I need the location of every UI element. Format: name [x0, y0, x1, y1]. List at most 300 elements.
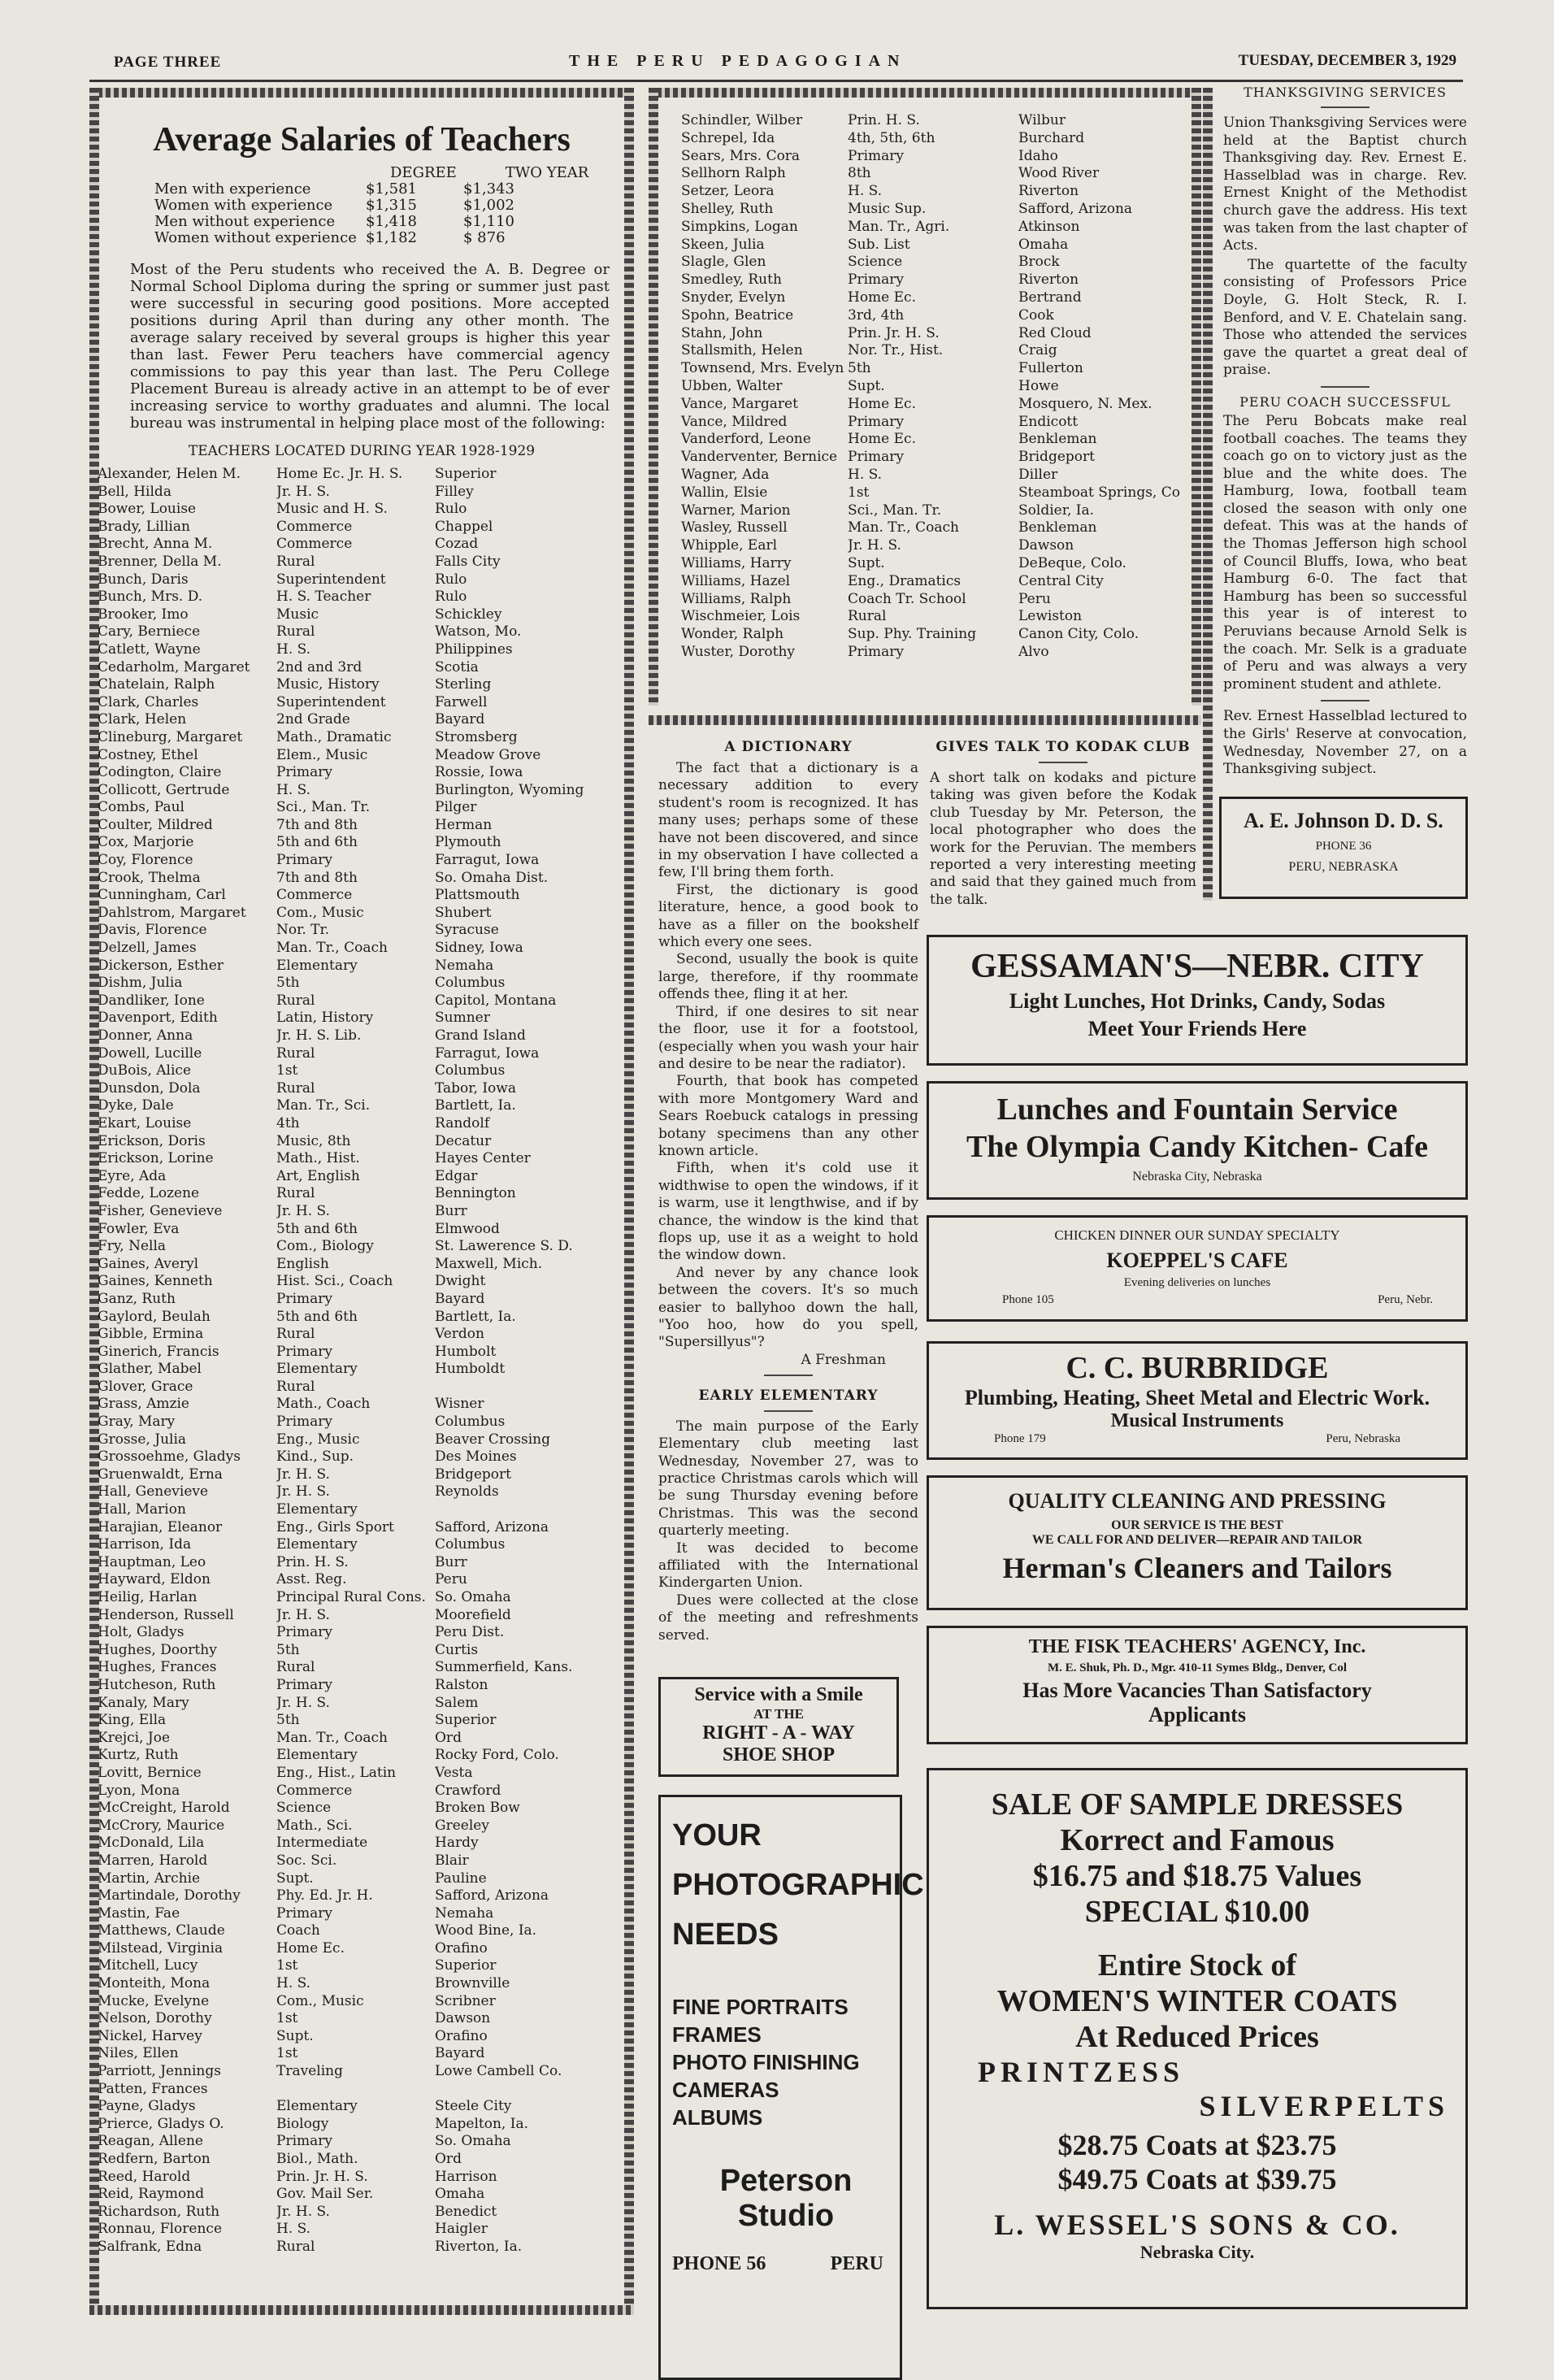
table-row — [675, 219, 1195, 237]
teacher-name: Vanderventer, Bernice — [681, 449, 838, 466]
teacher-city: Capitol, Montana — [435, 992, 557, 1009]
teacher-city: Greeley — [435, 1817, 489, 1834]
table-row — [98, 2133, 626, 2151]
teacher-position: Prin. Jr. H. S. — [276, 2168, 368, 2185]
table-row — [98, 676, 626, 694]
fisk-agency-ad: THE FISK TEACHERS' AGENCY, Inc. M. E. Shuk, Ph. D., Mgr. 410-11 Symes Bldg., Denver, Col Has More Vacancies Than Satisfactory Applicants — [927, 1626, 1468, 1744]
teacher-position: Jr. H. S. — [276, 2203, 330, 2220]
peterson-studio-ad: YOUR PHOTOGRAPHIC NEEDS FINE PORTRAITS FRAMES PHOTO FINISHING CAMERAS ALBUMS Peterson Studio PHONE 56 PERU — [658, 1795, 902, 2380]
teacher-city: Riverton — [1018, 183, 1079, 200]
teacher-city: Bridgeport — [1018, 449, 1095, 466]
table-row — [675, 271, 1195, 289]
teacher-position: Rural — [276, 1378, 315, 1395]
table-row — [98, 1852, 626, 1870]
teacher-city: Dawson — [435, 2010, 491, 2027]
teacher-name: Hughes, Doorthy — [98, 1641, 217, 1658]
teacher-name: Clineburg, Margaret — [98, 728, 243, 745]
table-row — [675, 449, 1195, 467]
table-row — [675, 484, 1195, 502]
teacher-name: Alexander, Helen M. — [98, 466, 241, 482]
teacher-name: Ginerich, Francis — [98, 1343, 219, 1360]
teacher-city: Burchard — [1018, 129, 1085, 146]
teacher-city: Curtis — [435, 1641, 479, 1658]
teacher-name: Snyder, Evelyn — [681, 289, 786, 306]
teacher-city: Sumner — [435, 1010, 490, 1027]
table-row — [98, 1238, 626, 1256]
table-row — [675, 289, 1195, 307]
teachers-list-middle — [675, 112, 1195, 662]
table-row — [98, 905, 626, 923]
teacher-city: Bayard — [435, 1290, 485, 1307]
teacher-position: Commerce — [276, 887, 353, 904]
teacher-position: Home Ec. Jr. H. S. — [276, 466, 403, 482]
teacher-name: Fedde, Lozene — [98, 1185, 200, 1202]
teacher-city: Mapelton, Ia. — [435, 2115, 528, 2132]
teacher-city — [435, 2081, 622, 2099]
table-row — [98, 1010, 626, 1027]
teacher-position: Primary — [276, 2133, 332, 2150]
teacher-name: Simpkins, Logan — [681, 218, 798, 235]
teacher-city: So. Omaha — [435, 1589, 511, 1605]
table-row — [98, 1379, 626, 1396]
teacher-city: Safford, Arizona — [435, 1887, 549, 1904]
teacher-city: Syracuse — [435, 922, 499, 939]
table-row — [98, 1291, 626, 1309]
herman-cleaners-ad: QUALITY CLEANING AND PRESSING OUR SERVICE IS THE BEST WE CALL FOR AND DELIVER—REPAIR AND TAILOR Herman's Cleaners and Tailors — [927, 1475, 1468, 1610]
teacher-name: Richardson, Ruth — [98, 2203, 220, 2220]
teacher-position: Com., Biology — [276, 1238, 374, 1255]
teacher-city: Filley — [435, 483, 474, 500]
teacher-position: Man. Tr., Coach — [848, 519, 959, 536]
teacher-name: King, Ella — [98, 1712, 167, 1729]
teacher-position: Rural — [276, 623, 315, 641]
teacher-name: Harrison, Ida — [98, 1536, 192, 1553]
teacher-name: Gray, Mary — [98, 1414, 176, 1431]
thanksgiving-title: THANKSGIVING SERVICES — [1244, 85, 1447, 100]
table-row — [98, 1501, 626, 1519]
teacher-name: Glather, Mabel — [98, 1361, 202, 1378]
teacher-position: 2nd Grade — [276, 711, 350, 728]
teacher-name: Williams, Hazel — [681, 572, 791, 589]
table-row — [98, 2010, 626, 2028]
table-row — [98, 1536, 626, 1554]
teacher-city: Chappel — [435, 518, 493, 535]
teacher-name: Kurtz, Ruth — [98, 1747, 179, 1764]
table-row — [675, 644, 1195, 662]
table-row — [675, 183, 1195, 201]
teacher-position: Music, 8th — [276, 1132, 351, 1149]
page-label: PAGE THREE — [114, 54, 222, 71]
teacher-name: Grossoehme, Gladys — [98, 1448, 241, 1466]
table-row — [98, 1483, 626, 1501]
teacher-city: Summerfield, Kans. — [435, 1659, 573, 1676]
teacher-name: Wasley, Russell — [681, 519, 788, 536]
table-row — [98, 2098, 626, 2116]
teacher-name: Dunsdon, Dola — [98, 1079, 201, 1097]
teacher-name: Martindale, Dorothy — [98, 1887, 241, 1904]
salaries-title: Average Salaries of Teachers — [153, 121, 571, 159]
teacher-position: Jr. H. S. — [276, 1694, 330, 1711]
teacher-name: Bower, Louise — [98, 501, 197, 518]
teacher-name: Reagan, Allene — [98, 2133, 203, 2150]
teacher-position: Elementary — [276, 2098, 358, 2115]
teacher-position: 1st — [276, 1957, 298, 1974]
table-row — [98, 1062, 626, 1080]
teacher-name: Delzell, James — [98, 940, 197, 957]
teacher-city: Scribner — [435, 1992, 496, 2009]
teacher-city: Humboldt — [435, 1361, 506, 1378]
table-row — [98, 2204, 626, 2221]
teacher-position: Eng., Girls Sport — [276, 1518, 394, 1535]
teacher-name: Collicott, Gertrude — [98, 781, 230, 798]
teacher-city: Farwell — [435, 693, 488, 710]
table-row — [98, 1133, 626, 1151]
teacher-position: Music and H. S. — [276, 501, 388, 518]
burbridge-ad: C. C. BURBRIDGE Plumbing, Heating, Sheet Metal and Electric Work. Musical Instruments Phone 179 Peru, Nebraska — [927, 1341, 1468, 1460]
teacher-name: Williams, Harry — [681, 554, 792, 571]
teacher-name: Eyre, Ada — [98, 1167, 167, 1184]
table-row — [98, 1221, 626, 1239]
teacher-position: Latin, History — [276, 1010, 374, 1027]
table-row — [675, 555, 1195, 573]
teacher-city: Grand Island — [435, 1027, 526, 1044]
teacher-city: Meadow Grove — [435, 746, 541, 763]
teacher-name: Cary, Berniece — [98, 623, 201, 641]
teacher-city: Herman — [435, 816, 493, 833]
table-row — [98, 1273, 626, 1291]
teacher-name: Townsend, Mrs. Evelyn — [681, 360, 844, 377]
table-row — [98, 1870, 626, 1888]
coach-body: The Peru Bobcats make real football coaches. The teams they coach go on to victory just as the blue and the white does. The Hamburg, Iowa, football team closed the season with only one defeat. This was at the hands of the Thomas Jefferson high school of Council Bluffs, Iowa, who beat Hamburg 6-0. The fact that Hamburg has been so successful this year is of interest to Peruvians because Arnold Selk is the coach. Mr. Selk is a graduate of Peru and was always a very prominent student and athlete. — [1223, 412, 1467, 693]
table-row — [98, 747, 626, 765]
teacher-city: Burlington, Wyoming — [435, 781, 584, 798]
teacher-position: Jr. H. S. Lib. — [276, 1027, 362, 1044]
teacher-city: Soldier, Ia. — [1018, 502, 1095, 519]
wessel-ad: SALE OF SAMPLE DRESSES Korrect and Famous $16.75 and $18.75 Values SPECIAL $10.00 Entire Stock of WOMEN'S WINTER COATS At Reduced Prices PRINTZESS SILVERPELTS $28.75 Coats at $23.75 $49.75 Coats at $39.75 L. WESSEL'S SONS & CO. Nebraska City. — [927, 1768, 1468, 2309]
teacher-position: Commerce — [276, 518, 353, 535]
table-row — [675, 148, 1195, 166]
table-row — [98, 1765, 626, 1783]
teacher-position: Supt. — [848, 377, 885, 394]
teacher-position: 7th and 8th — [276, 869, 358, 886]
table-row — [98, 1695, 626, 1713]
teacher-name: Cunningham, Carl — [98, 887, 226, 904]
elementary-body — [658, 1418, 918, 1644]
table-row — [98, 729, 626, 747]
teacher-position: Math., Hist. — [276, 1150, 360, 1167]
table-row — [98, 1115, 626, 1133]
teacher-city: Bridgeport — [435, 1466, 511, 1483]
teacher-name: Davenport, Edith — [98, 1010, 218, 1027]
teacher-city: Omaha — [435, 2186, 485, 2203]
teacher-position: 1st — [848, 484, 870, 501]
teacher-name: Clark, Charles — [98, 693, 199, 710]
teacher-position: Home Ec. — [848, 289, 916, 306]
teacher-name: Whipple, Earl — [681, 537, 778, 554]
teacher-city: So. Omaha — [435, 2133, 511, 2150]
table-row — [98, 571, 626, 589]
teacher-name: Wallin, Elsie — [681, 484, 768, 501]
teacher-city: Superior — [435, 466, 497, 482]
teacher-position: Home Ec. — [848, 395, 916, 412]
teacher-position: Sup. Phy. Training — [848, 626, 977, 643]
teacher-city: Columbus — [435, 1536, 506, 1553]
teacher-city: Benkleman — [1018, 519, 1097, 536]
teacher-position: Elementary — [276, 1501, 358, 1518]
table-row — [98, 834, 626, 852]
table-row — [98, 711, 626, 729]
teacher-city: Endicott — [1018, 413, 1079, 430]
table-row — [98, 484, 626, 502]
coach-title: PERU COACH SUCCESSFUL — [1239, 393, 1451, 410]
teacher-name: Sellhorn Ralph — [681, 165, 786, 182]
teacher-position: Jr. H. S. — [276, 1202, 330, 1219]
teacher-name: Nickel, Harvey — [98, 2027, 202, 2044]
teacher-name: Gibble, Ermina — [98, 1326, 204, 1343]
table-row — [98, 1677, 626, 1695]
teacher-position: 7th and 8th — [276, 816, 358, 833]
table-row — [675, 360, 1195, 378]
teacher-name: Dowell, Lucille — [98, 1045, 202, 1062]
table-row — [675, 502, 1195, 520]
teacher-position: Jr. H. S. — [276, 1466, 330, 1483]
teacher-city: Bayard — [435, 2045, 485, 2062]
teacher-city: Moorefield — [435, 1606, 511, 1623]
teacher-name: Dickerson, Esther — [98, 957, 224, 974]
peterson-items — [672, 1993, 900, 2131]
teacher-position: Man. Tr., Agri. — [848, 218, 950, 235]
teacher-position: Primary — [276, 1290, 332, 1307]
teacher-city: Edgar — [435, 1167, 478, 1184]
teacher-name: Schrepel, Ida — [681, 129, 775, 146]
table-row — [98, 623, 626, 641]
teacher-city: Pauline — [435, 1870, 487, 1887]
table-row — [98, 2239, 626, 2256]
teacher-name: Ronnau, Florence — [98, 2221, 223, 2238]
teacher-position: 2nd and 3rd — [276, 658, 362, 675]
teacher-name: Brooker, Imo — [98, 606, 189, 623]
table-row — [98, 1712, 626, 1730]
teacher-city: Steele City — [435, 2098, 512, 2115]
teacher-city: Columbus — [435, 975, 506, 992]
table-row — [98, 2116, 626, 2134]
teacher-name: Wischmeier, Lois — [681, 608, 801, 625]
table-row — [98, 2028, 626, 2046]
teacher-position: 5th and 6th — [276, 834, 358, 851]
teacher-city — [435, 1379, 622, 1396]
teacher-city: Rocky Ford, Colo. — [435, 1747, 559, 1764]
teacher-name: Reed, Harold — [98, 2168, 191, 2185]
table-row — [675, 201, 1195, 219]
divider — [764, 1375, 813, 1376]
border-top-mid — [649, 88, 1201, 98]
teacher-position: Primary — [276, 1414, 332, 1431]
border-mid-divider — [649, 715, 1201, 725]
right-column — [1223, 81, 1467, 779]
teacher-position: Prin. H. S. — [276, 1553, 349, 1570]
salary-table — [98, 181, 626, 246]
teacher-city: Brownville — [435, 1975, 510, 1992]
peterson-item: CAMERAS — [672, 2078, 779, 2103]
table-row — [675, 573, 1195, 591]
table-row — [98, 1185, 626, 1203]
teacher-city: Craig — [1018, 342, 1057, 359]
table-row — [675, 130, 1195, 148]
teacher-name: Stahn, John — [681, 324, 763, 341]
teacher-city: Diller — [1018, 466, 1058, 483]
teacher-position: Superintendent — [276, 693, 386, 710]
teacher-position: 1st — [276, 1062, 298, 1079]
teacher-city: Idaho — [1018, 147, 1058, 164]
salary-row: Women without experience $1,182 $ 876 — [154, 229, 506, 246]
teacher-name: Erickson, Doris — [98, 1132, 206, 1149]
teacher-position: Supt. — [848, 554, 885, 571]
table-row — [98, 1203, 626, 1221]
teacher-name: Parriott, Jennings — [98, 2063, 221, 2080]
table-row — [98, 887, 626, 905]
salary-row: Men with experience $1,581 $1,343 — [154, 180, 514, 198]
table-row — [98, 2081, 626, 2099]
teacher-city: Columbus — [435, 1414, 506, 1431]
teacher-city: Columbus — [435, 1062, 506, 1079]
teacher-position: H. S. — [276, 1975, 311, 1992]
teacher-city: Farragut, Iowa — [435, 852, 540, 869]
table-row — [98, 1659, 626, 1677]
teacher-position: Sci., Man. Tr. — [848, 502, 942, 519]
table-row — [675, 626, 1195, 644]
teacher-name: Cedarholm, Margaret — [98, 658, 250, 675]
teacher-city: Falls City — [435, 553, 501, 570]
table-row — [98, 1554, 626, 1572]
table-row — [98, 1045, 626, 1063]
teacher-position: Elementary — [276, 1536, 358, 1553]
table-row — [98, 992, 626, 1010]
teacher-name: Harajian, Eleanor — [98, 1518, 223, 1535]
teacher-city: Cozad — [435, 536, 479, 553]
teacher-name: Salfrank, Edna — [98, 2238, 202, 2255]
teacher-name: Patten, Frances — [98, 2080, 208, 2097]
teachers-list-middle-box — [675, 112, 1195, 662]
teacher-name: Brenner, Della M. — [98, 553, 222, 570]
table-row — [675, 467, 1195, 484]
teacher-city: Alvo — [1018, 643, 1049, 660]
teacher-city: Benkleman — [1018, 431, 1097, 448]
teacher-name: Gaylord, Beulah — [98, 1308, 211, 1325]
teacher-city: Ralston — [435, 1676, 488, 1693]
table-row — [98, 1940, 626, 1958]
teacher-city: Dawson — [1018, 537, 1074, 554]
teacher-name: McDonald, Lila — [98, 1835, 205, 1852]
salary-row: Women with experience $1,315 $1,002 — [154, 197, 514, 214]
teacher-city: Riverton — [1018, 271, 1079, 289]
table-row — [98, 782, 626, 800]
teacher-position: 5th and 6th — [276, 1220, 358, 1237]
teacher-city: Bartlett, Ia. — [435, 1097, 516, 1114]
teacher-city: Dwight — [435, 1273, 486, 1290]
elementary-title: EARLY ELEMENTARY — [698, 1387, 879, 1404]
teacher-name: Stallsmith, Helen — [681, 342, 803, 359]
teacher-position: Rural — [276, 1326, 315, 1343]
teacher-city: St. Lawerence S. D. — [435, 1238, 573, 1255]
teacher-position: Home Ec. — [276, 1939, 345, 1957]
teacher-position: Biol., Math. — [276, 2151, 358, 2167]
table-row — [98, 554, 626, 571]
teacher-name: Matthews, Claude — [98, 1922, 225, 1939]
teacher-name: Holt, Gladys — [98, 1624, 184, 1641]
teacher-position: Rural — [276, 553, 315, 570]
teacher-position: Supt. — [276, 2027, 314, 2044]
teacher-name: Wonder, Ralph — [681, 626, 784, 643]
teacher-position: Primary — [276, 1676, 332, 1693]
teacher-city: Ord — [435, 2151, 462, 2167]
teacher-name: Lyon, Mona — [98, 1782, 180, 1799]
col-two-year: TWO YEAR — [505, 164, 589, 181]
teacher-city: Bertrand — [1018, 289, 1082, 306]
teacher-position: Superintendent — [276, 571, 386, 588]
teacher-name: Combs, Paul — [98, 799, 184, 816]
table-row — [98, 1800, 626, 1818]
teacher-city: Steamboat Springs, Co — [1018, 484, 1180, 501]
teacher-city: Omaha — [1018, 236, 1069, 253]
table-row — [98, 1344, 626, 1362]
teacher-position: Eng., Dramatics — [848, 572, 961, 589]
teacher-city: Plymouth — [435, 834, 501, 851]
teacher-position: 5th — [276, 1641, 300, 1658]
teacher-position: Primary — [848, 413, 904, 430]
teacher-city: Lowe Cambell Co. — [435, 2063, 562, 2080]
teacher-city: Haigler — [435, 2221, 488, 2238]
teacher-name: Martin, Archie — [98, 1870, 201, 1887]
teacher-position: Rural — [276, 1659, 315, 1676]
table-row — [98, 1589, 626, 1607]
teacher-name: Glover, Grace — [98, 1378, 193, 1395]
divider — [1321, 386, 1370, 388]
teacher-city: Central City — [1018, 572, 1104, 589]
teacher-name: Nelson, Dorothy — [98, 2010, 212, 2027]
table-row — [98, 1448, 626, 1466]
teacher-position: Phy. Ed. Jr. H. — [276, 1887, 373, 1904]
teacher-name: Costney, Ethel — [98, 746, 198, 763]
teacher-city: Fullerton — [1018, 360, 1083, 377]
teacher-city: Atkinson — [1018, 218, 1080, 235]
teacher-city: Sidney, Iowa — [435, 940, 523, 957]
teacher-city: Blair — [435, 1852, 469, 1869]
dictionary-column — [658, 736, 924, 2380]
divider — [764, 1410, 813, 1412]
teacher-position: Primary — [848, 449, 904, 466]
teacher-city: Brock — [1018, 254, 1060, 271]
table-row — [98, 799, 626, 817]
salaries-header — [390, 164, 626, 181]
teacher-city: Bennington — [435, 1185, 516, 1202]
teacher-name: Mucke, Evelyne — [98, 1992, 210, 2009]
paragraph: Dues were collected at the close of the meeting and refreshments served. — [658, 1592, 918, 1644]
table-row — [98, 1571, 626, 1589]
teacher-city: Beaver Crossing — [435, 1431, 550, 1448]
teacher-city: Hayes Center — [435, 1150, 531, 1167]
table-row — [98, 1783, 626, 1800]
teacher-position: Prin. Jr. H. S. — [848, 324, 940, 341]
teacher-position: Science — [848, 254, 903, 271]
table-row — [98, 1922, 626, 1940]
table-row — [675, 307, 1195, 325]
teacher-name: Mastin, Fae — [98, 1904, 180, 1922]
table-row — [98, 922, 626, 940]
teacher-city: Benedict — [435, 2203, 497, 2220]
teacher-name: Slagle, Glen — [681, 254, 766, 271]
teacher-city: Rossie, Iowa — [435, 764, 523, 781]
teacher-name: Fowler, Eva — [98, 1220, 180, 1237]
